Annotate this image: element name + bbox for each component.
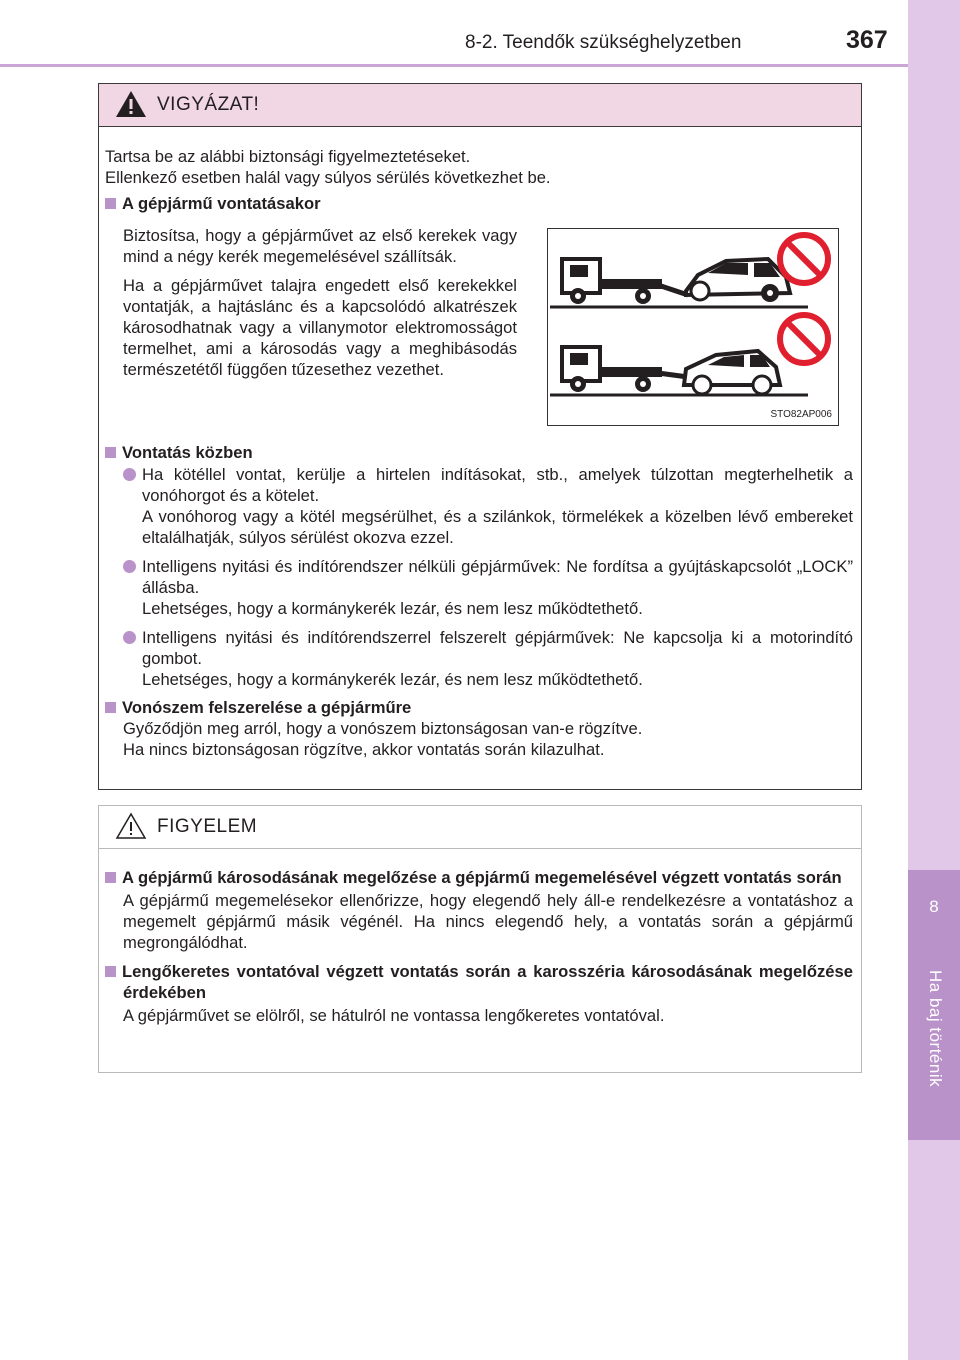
warning-intro-line: Ellenkező esetben halál vagy súlyos sérülés következhet be. bbox=[105, 168, 551, 187]
section-heading bbox=[105, 867, 853, 888]
warning-header bbox=[99, 84, 861, 127]
chapter-side-tab bbox=[908, 0, 960, 1360]
section-heading-text: Lengőkeretes vontatóval végzett vontatás során a karosszéria károsodásának megelőzése érdekében bbox=[122, 962, 853, 1002]
square-bullet-icon bbox=[105, 702, 116, 713]
section-heading-text: A gépjármű károsodásának megelőzése a gépjármű megemelésével végzett vontatás során bbox=[122, 868, 842, 887]
section-heading bbox=[105, 193, 853, 214]
list-item bbox=[105, 556, 853, 619]
warning-box bbox=[98, 83, 862, 790]
paragraph: A gépjárművet se elölről, se hátulról ne vontassa lengőkeretes vontatóval. bbox=[123, 1006, 665, 1025]
section-heading bbox=[105, 697, 853, 718]
section-heading-text: Vonószem felszerelése a gépjárműre bbox=[122, 698, 412, 717]
header-rule bbox=[0, 64, 908, 67]
round-bullet-icon bbox=[123, 631, 136, 644]
paragraph: A gépjármű megemelésekor ellenőrizze, hogy elegendő hely áll-e rendelkezésre a vontatáshoz a megemelt gépjármű másik végénél. Ha nincs elegendő hely, a vontatás során a gépjármű megrongálódhat. bbox=[123, 891, 853, 952]
round-bullet-icon bbox=[123, 468, 136, 481]
notice-box bbox=[98, 805, 862, 1073]
towing-paragraphs bbox=[123, 225, 517, 380]
list-item bbox=[105, 627, 853, 690]
list-item-text: Ha kötéllel vontat, kerülje a hirtelen indításokat, stb., amelyek túlzottan megterhelhetik a vonóhorgot és a kötelet. bbox=[142, 465, 853, 505]
list-item-text: Lehetséges, hogy a kormánykerék lezár, és nem lesz működtethető. bbox=[142, 599, 643, 618]
list-item bbox=[105, 464, 853, 548]
list-item-text: Intelligens nyitási és indítórendszer nélküli gépjárművek: Ne fordítsa a gyújtáskapcsolót „LOCK” állásba. bbox=[142, 557, 853, 597]
square-bullet-icon bbox=[105, 872, 116, 883]
tow-truck-prohibited-icon bbox=[548, 229, 838, 425]
warning-intro bbox=[105, 146, 853, 188]
section-heading-text: Vontatás közben bbox=[122, 443, 253, 462]
notice-header bbox=[99, 806, 861, 849]
round-bullet-icon bbox=[123, 560, 136, 573]
section-towing bbox=[105, 193, 853, 214]
towing-illustration bbox=[547, 228, 839, 426]
square-bullet-icon bbox=[105, 198, 116, 209]
paragraph: Ha a gépjárművet talajra engedett első kerekekkel vontatják, a hajtáslánc és a kapcsolódó alkatrészek károsodhatnak vagy a villanymotor elektromosságot termelhet, ami a károsodás vagy a meghibásodás természetétől függően tűzesethez vezethet. bbox=[123, 276, 517, 379]
section-heading-text: A gépjármű vontatásakor bbox=[122, 194, 321, 213]
section-heading bbox=[105, 961, 853, 1003]
towing-eye-paragraphs bbox=[105, 718, 853, 760]
notice-title: FIGYELEM bbox=[157, 816, 258, 837]
section-during-towing bbox=[105, 442, 853, 760]
list-item-text: Intelligens nyitási és indítórendszerrel felszerelt gépjárművek: Ne kapcsolja ki a motorindító gombot. bbox=[142, 628, 853, 668]
paragraph: Győződjön meg arról, hogy a vonószem biztonságosan van-e rögzítve. bbox=[123, 719, 643, 738]
caution-triangle-outline-icon bbox=[115, 812, 147, 840]
paragraph: Ha nincs biztonságosan rögzítve, akkor vontatás során kilazulhat. bbox=[123, 740, 605, 759]
paragraph: Biztosítsa, hogy a gépjárművet az első kerekek vagy mind a négy kerék megemelésével szállítsák. bbox=[123, 226, 517, 266]
list-item-text: Lehetséges, hogy a kormánykerék lezár, és nem lesz működtethető. bbox=[142, 670, 643, 689]
square-bullet-icon bbox=[105, 966, 116, 977]
page-number: 367 bbox=[846, 26, 888, 54]
chapter-title: Ha baj történik bbox=[926, 970, 945, 1088]
chapter-number: 8 bbox=[929, 897, 939, 916]
notice-content bbox=[105, 867, 853, 1026]
warning-triangle-icon bbox=[115, 90, 147, 118]
section-title: 8-2. Teendők szükséghelyzetben bbox=[465, 32, 742, 53]
warning-intro-line: Tartsa be az alábbi biztonsági figyelmeztetéseket. bbox=[105, 147, 471, 166]
list-item-text: A vonóhorog vagy a kötél megsérülhet, és a szilánkok, törmelékek a közelben lévő embereket eltalálhatják, súlyos sérülést okozva ezzel. bbox=[142, 507, 853, 547]
illustration-code: STO82AP006 bbox=[770, 409, 832, 420]
section-heading bbox=[105, 442, 853, 463]
warning-title: VIGYÁZAT! bbox=[157, 94, 260, 115]
square-bullet-icon bbox=[105, 447, 116, 458]
